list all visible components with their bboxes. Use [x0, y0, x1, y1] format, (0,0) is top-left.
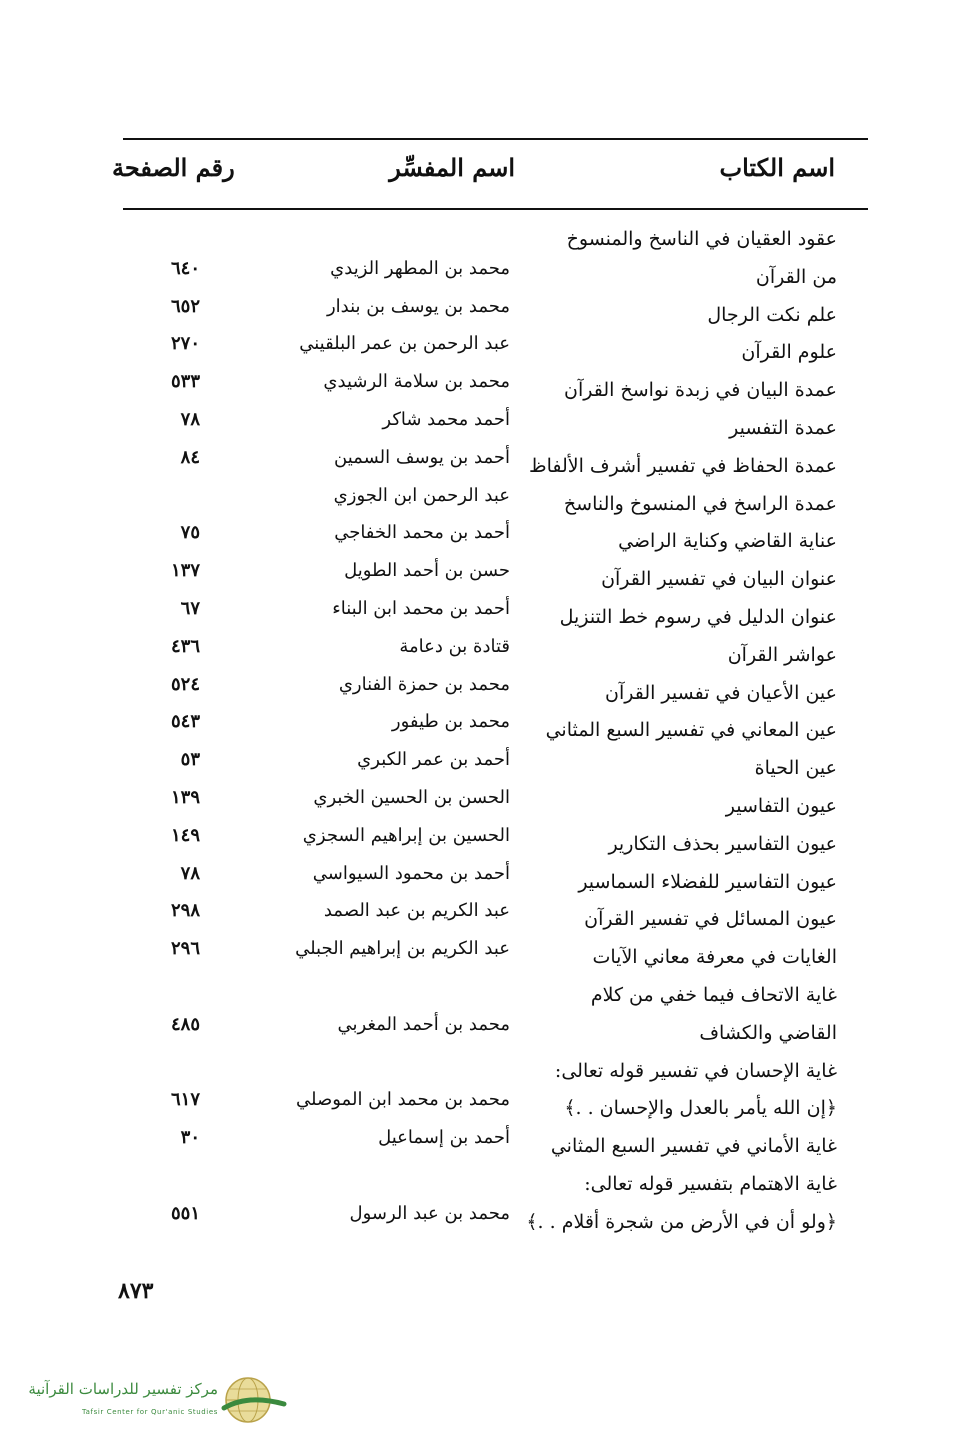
table-row — [0, 711, 975, 753]
table-row — [0, 1127, 975, 1169]
author-name: الحسين بن إبراهيم السجزي — [302, 824, 510, 846]
book-title: علم نكت الرجال — [707, 303, 837, 326]
tafsir-center-logo — [18, 1372, 290, 1430]
page-ref: ١٣٧ — [170, 560, 200, 582]
table-row — [0, 1013, 975, 1056]
book-title: عين المعاني في تفسير السبع المثاني — [545, 719, 837, 742]
book-title: عنوان البيان في تفسير القرآن — [601, 568, 837, 591]
table-row — [0, 484, 975, 527]
book-title: علوم القرآن — [741, 341, 837, 364]
book-title: ﴿ولو أن في الأرض من شجرة أقلام . .﴾ — [526, 1210, 837, 1233]
book-title: عمدة الراسخ في المنسوخ والناسخ — [563, 492, 837, 515]
table-row — [0, 900, 975, 942]
table-row — [0, 522, 975, 564]
book-title: عيون المسائل في تفسير القرآن — [584, 908, 837, 931]
book-title: غاية الاهتمام بتفسير قوله تعالى: — [584, 1172, 837, 1195]
page-ref: ١٤٩ — [170, 824, 200, 846]
author-name: الحسن بن الحسين الخبري — [313, 786, 510, 808]
book-title: عمدة التفسير — [729, 416, 837, 439]
page-ref: ٥٣٣ — [170, 371, 200, 393]
book-title: غاية الإحسان في تفسير قوله تعالى: — [554, 1059, 837, 1082]
author-name: أحمد بن محمد ابن البناء — [332, 597, 510, 619]
page-ref: ٧٨ — [180, 408, 200, 430]
author-name: عبد الكريم بن إبراهيم الجبلي — [295, 938, 510, 960]
author-name: أحمد بن إسماعيل — [378, 1127, 510, 1149]
book-title: عنوان الدليل في رسوم خط التنزيل — [559, 605, 837, 628]
table-row — [0, 224, 975, 262]
author-name: محمد بن أحمد المغربي — [337, 1013, 510, 1035]
table-row — [0, 333, 975, 375]
book-title: عمدة البيان في زبدة نواسخ القرآن — [564, 379, 837, 402]
table-row — [0, 938, 975, 980]
book-title: غاية الاتحاف فيما خفي من كلام — [590, 983, 837, 1006]
index-table — [0, 224, 975, 1245]
page-ref: ٢٧٠ — [170, 333, 200, 355]
book-title: الغايات في معرفة معاني الآيات — [592, 946, 837, 969]
table-row — [0, 1056, 975, 1094]
page-number: ٨٧٣ — [118, 1278, 154, 1304]
book-title: القاضي والكشاف — [699, 1021, 837, 1044]
table-row — [0, 635, 975, 678]
author-name: أحمد بن محمود السيواسي — [312, 862, 510, 884]
page-ref: ٥٤٣ — [170, 711, 200, 733]
author-name: عبد الرحمن ابن الجوزي — [333, 484, 510, 506]
author-name: عبد الكريم بن عبد الصمد — [323, 900, 510, 922]
book-title: عين الأعيان في تفسير القرآن — [605, 681, 837, 704]
author-name: محمد بن طيفور — [391, 711, 510, 733]
table-row — [0, 1202, 975, 1245]
page-ref: ١٣٩ — [170, 786, 200, 808]
table-row — [0, 673, 975, 716]
page-ref: ٧٥ — [180, 522, 200, 544]
page-ref: ٦٥٢ — [170, 295, 200, 317]
page-ref: ٨٤ — [180, 446, 200, 468]
header-rule — [123, 208, 868, 210]
top-rule — [123, 138, 868, 140]
page-ref: ٥٢٤ — [170, 673, 200, 695]
author-name: أحمد بن يوسف السمين — [334, 446, 510, 468]
book-title: عين الحياة — [754, 757, 837, 780]
globe-emblem-icon — [218, 1374, 288, 1426]
page-ref: ٣٠ — [180, 1127, 200, 1149]
table-row — [0, 749, 975, 791]
table-row — [0, 560, 975, 602]
table-row — [0, 786, 975, 829]
table-row — [0, 862, 975, 905]
author-name: محمد بن عبد الرسول — [349, 1202, 510, 1224]
author-name: أحمد بن محمد الخفاجي — [334, 522, 510, 544]
book-title: عقود العقيان في الناسخ والمنسوخ — [566, 228, 837, 250]
table-row — [0, 295, 975, 338]
author-name: محمد بن المطهر الزيدي — [330, 257, 510, 279]
page-ref: ٦٧ — [180, 597, 200, 619]
table-row — [0, 1089, 975, 1131]
column-header-author: اسم المفسِّر — [389, 153, 515, 182]
column-header-page: رقم الصفحة — [112, 153, 235, 182]
table-row — [0, 371, 975, 413]
page-ref: ٦٤٠ — [170, 257, 200, 279]
author-name: أحمد محمد شاكر — [382, 408, 510, 430]
table-row — [0, 824, 975, 867]
page-ref: ٢٩٦ — [170, 938, 200, 960]
page-ref: ٤٨٥ — [170, 1013, 200, 1035]
page-ref: ٦١٧ — [170, 1089, 200, 1111]
author-name: محمد بن حمزة الفناري — [338, 673, 510, 695]
table-row — [0, 597, 975, 640]
book-title: عمدة الحفاظ في تفسير أشرف الألفاظ — [529, 454, 837, 477]
table-row — [0, 408, 975, 451]
page-ref: ٢٩٨ — [170, 900, 200, 922]
book-title: عيون التفاسير — [725, 794, 837, 817]
book-title: عواشر القرآن — [727, 643, 837, 666]
column-header-book: اسم الكتاب — [719, 153, 835, 182]
book-title: عناية القاضي وكناية الراضي — [618, 530, 837, 553]
logo-english-name: Tafsir Center for Qur'anic Studies — [81, 1408, 218, 1416]
author-name: قتادة بن دعامة — [399, 635, 510, 657]
author-name: محمد بن يوسف بن بندار — [326, 295, 510, 317]
book-title: غاية الأماني في تفسير السبع المثاني — [550, 1135, 837, 1158]
page-ref: ٥٥١ — [170, 1202, 200, 1224]
book-title: ﴿إن الله يأمر بالعدل والإحسان . .﴾ — [564, 1097, 837, 1120]
table-row — [0, 1169, 975, 1207]
logo-text — [18, 1378, 218, 1424]
page-ref: ٥٣ — [180, 749, 200, 771]
book-title: من القرآن — [755, 265, 837, 288]
author-name: محمد بن سلامة الرشيدي — [323, 371, 510, 393]
author-name: محمد بن محمد ابن الموصلي — [296, 1089, 510, 1111]
page-ref: ٤٣٦ — [170, 635, 200, 657]
table-row — [0, 446, 975, 489]
author-name: أحمد بن عمر الكبري — [357, 749, 510, 771]
table-row — [0, 980, 975, 1018]
book-title: عيون التفاسير للفضلاء السماسير — [578, 870, 837, 893]
author-name: عبد الرحمن بن عمر البلقيني — [299, 333, 510, 355]
book-title: عيون التفاسير بحذف التكارير — [608, 832, 837, 855]
logo-arabic-name: مركز تفسير للدراسات القرآنية — [28, 1380, 218, 1398]
table-row — [0, 257, 975, 300]
page-ref: ٧٨ — [180, 862, 200, 884]
author-name: حسن بن أحمد الطويل — [344, 560, 510, 582]
